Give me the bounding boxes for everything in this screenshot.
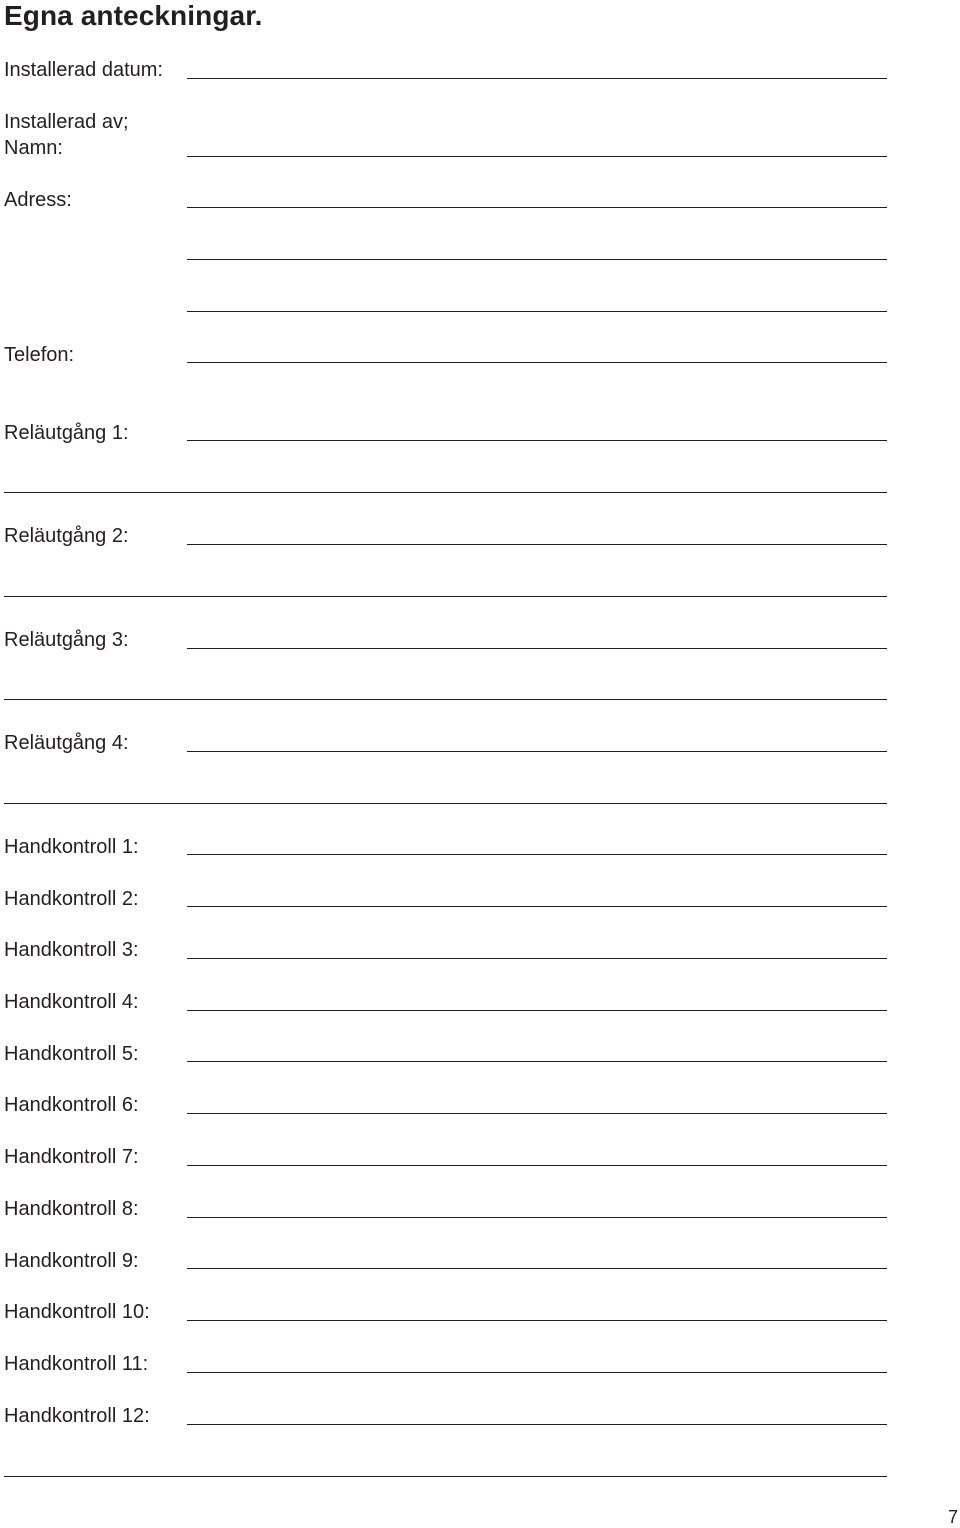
relay-2-label: Reläutgång 2: xyxy=(4,525,129,547)
address-line-1[interactable] xyxy=(187,207,887,208)
relay-1-label: Reläutgång 1: xyxy=(4,422,129,444)
hand-control-12-line[interactable] xyxy=(187,1424,887,1425)
hand-control-7-label: Handkontroll 7: xyxy=(4,1146,139,1168)
relay-4-line[interactable] xyxy=(187,751,887,752)
hand-control-10-line[interactable] xyxy=(187,1320,887,1321)
hand-control-6-line[interactable] xyxy=(187,1113,887,1114)
relay-4-extra-line[interactable] xyxy=(4,803,887,804)
page-number: 7 xyxy=(947,1507,958,1527)
installed-by-label: Installerad av; xyxy=(4,111,129,133)
phone-line[interactable] xyxy=(187,362,887,363)
address-line-3[interactable] xyxy=(187,311,887,312)
address-line-2[interactable] xyxy=(187,259,887,260)
hand-control-12-extra-line[interactable] xyxy=(4,1476,887,1477)
hand-control-4-line[interactable] xyxy=(187,1010,887,1011)
hand-control-10-label: Handkontroll 10: xyxy=(4,1301,150,1323)
hand-control-9-label: Handkontroll 9: xyxy=(4,1250,139,1272)
installed-date-line[interactable] xyxy=(187,78,887,79)
hand-control-5-label: Handkontroll 5: xyxy=(4,1043,139,1065)
hand-control-2-line[interactable] xyxy=(187,906,887,907)
relay-3-extra-line[interactable] xyxy=(4,699,887,700)
hand-control-3-line[interactable] xyxy=(187,958,887,959)
phone-label: Telefon: xyxy=(4,344,75,366)
hand-control-4-label: Handkontroll 4: xyxy=(4,991,139,1013)
hand-control-6-label: Handkontroll 6: xyxy=(4,1094,139,1116)
relay-1-line[interactable] xyxy=(187,440,887,441)
name-line[interactable] xyxy=(187,156,887,157)
hand-control-12-label: Handkontroll 12: xyxy=(4,1405,150,1427)
relay-3-label: Reläutgång 3: xyxy=(4,629,129,651)
hand-control-8-label: Handkontroll 8: xyxy=(4,1198,139,1220)
hand-control-9-line[interactable] xyxy=(187,1268,887,1269)
hand-control-1-label: Handkontroll 1: xyxy=(4,836,139,858)
relay-2-extra-line[interactable] xyxy=(4,596,887,597)
relay-2-line[interactable] xyxy=(187,544,887,545)
hand-control-2-label: Handkontroll 2: xyxy=(4,888,139,910)
hand-control-8-line[interactable] xyxy=(187,1217,887,1218)
relay-3-line[interactable] xyxy=(187,648,887,649)
hand-control-5-line[interactable] xyxy=(187,1061,887,1062)
hand-control-11-line[interactable] xyxy=(187,1372,887,1373)
hand-control-11-label: Handkontroll 11: xyxy=(4,1353,149,1375)
relay-1-extra-line[interactable] xyxy=(4,492,887,493)
installed-date-label: Installerad datum: xyxy=(4,59,163,81)
address-label: Adress: xyxy=(4,189,72,211)
hand-control-1-line[interactable] xyxy=(187,854,887,855)
hand-control-3-label: Handkontroll 3: xyxy=(4,939,139,961)
page-title: Egna anteckningar. xyxy=(4,0,263,31)
relay-4-label: Reläutgång 4: xyxy=(4,732,129,754)
hand-control-7-line[interactable] xyxy=(187,1165,887,1166)
name-label: Namn: xyxy=(4,137,63,159)
